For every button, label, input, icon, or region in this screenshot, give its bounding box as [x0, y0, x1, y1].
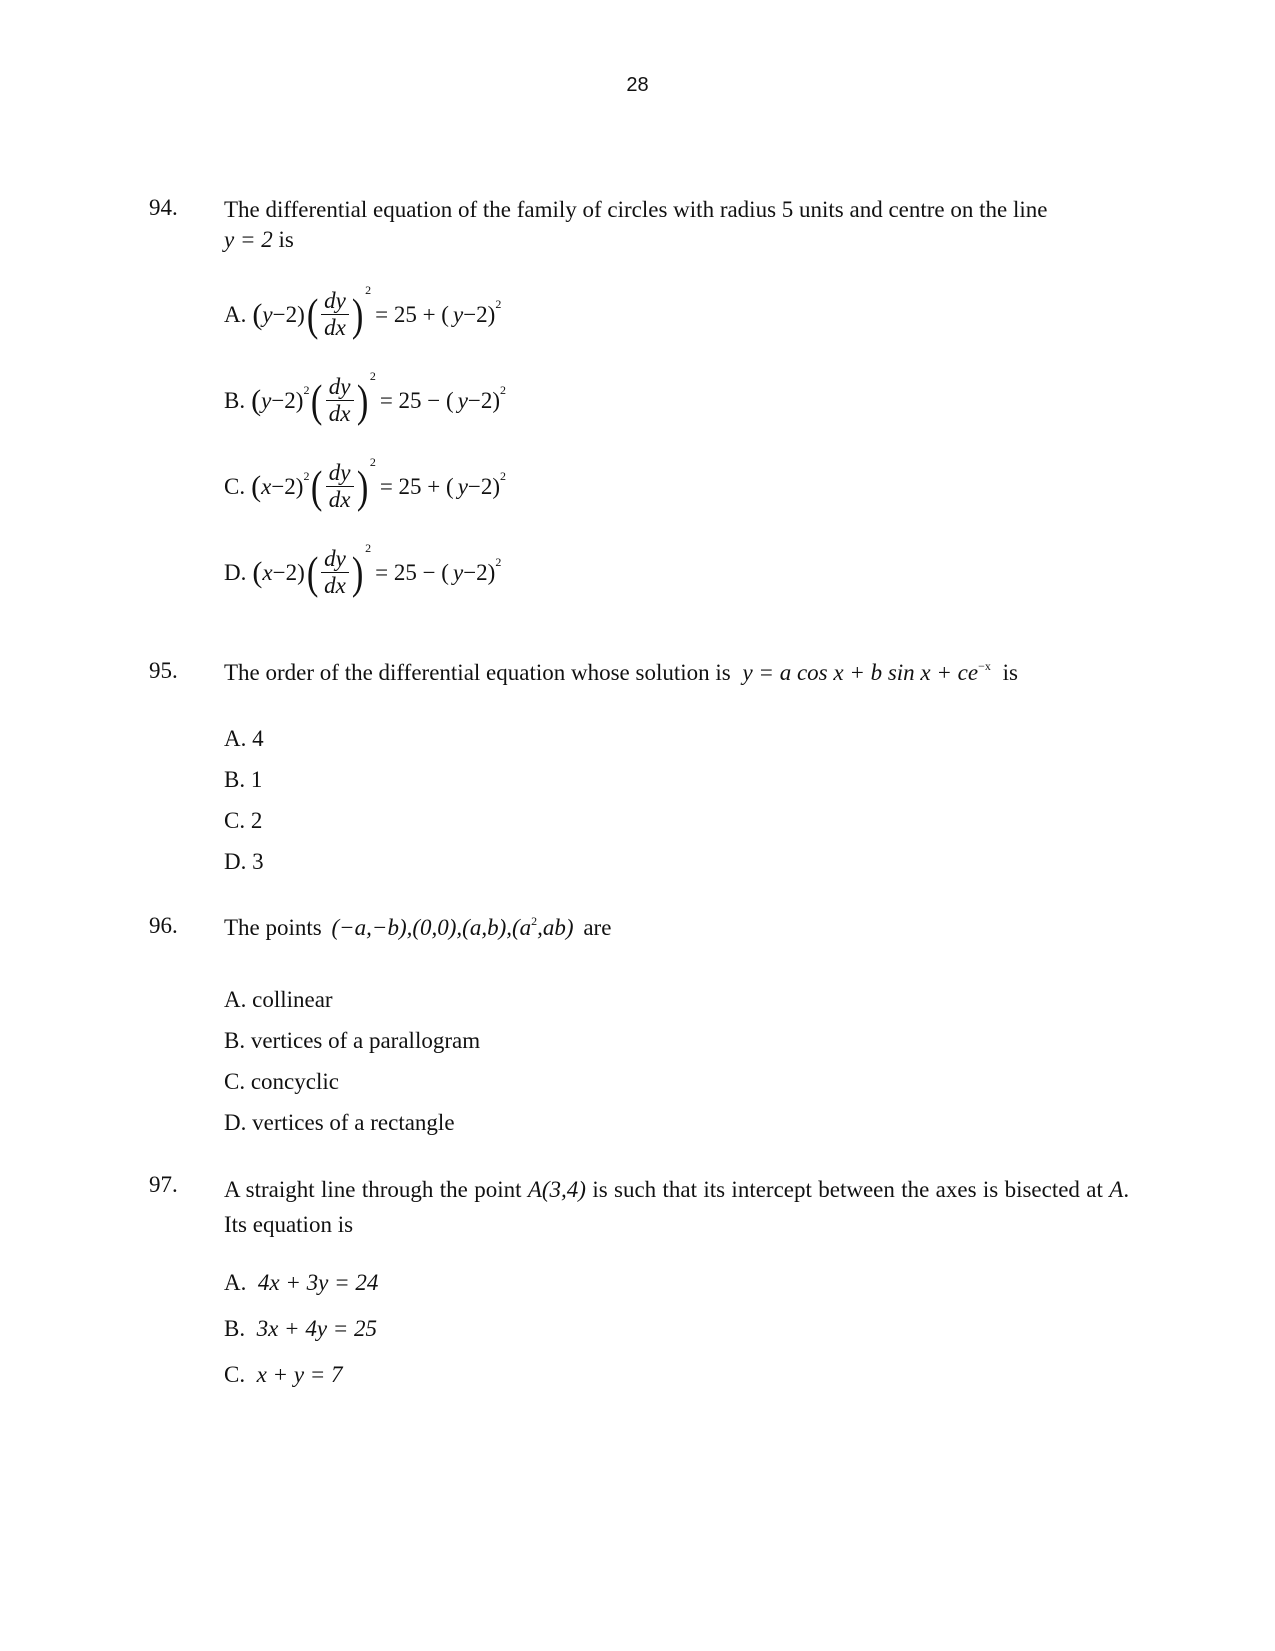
- variable: y: [457, 473, 468, 499]
- paren: (: [251, 469, 262, 503]
- option-value: concyclic: [250, 1069, 339, 1094]
- option-label: D.: [224, 559, 247, 585]
- question-text-tail: is: [1002, 660, 1018, 685]
- numerator: dy: [321, 547, 349, 573]
- paren: (: [252, 555, 263, 589]
- option-label: D.: [224, 1110, 247, 1135]
- exponent: 2: [303, 383, 310, 397]
- relation: = 25 + (: [379, 473, 454, 499]
- fraction: [321, 289, 349, 340]
- option-label: B.: [224, 767, 246, 792]
- option-label: C.: [224, 473, 246, 499]
- option-label: A.: [224, 301, 247, 327]
- question-96: [149, 913, 1129, 1143]
- exponent: 2: [500, 469, 507, 483]
- numerator: dy: [326, 375, 354, 401]
- paren: (: [252, 297, 263, 331]
- question-text: [224, 658, 1129, 691]
- option-value: collinear: [252, 987, 333, 1012]
- fraction: [321, 547, 349, 598]
- exponent: 2: [500, 383, 507, 397]
- big-paren: ): [351, 288, 364, 340]
- variable: y: [261, 387, 272, 413]
- variable: x: [262, 559, 273, 585]
- exponent: 2: [495, 555, 502, 569]
- variable: y: [262, 301, 273, 327]
- question-text: [224, 195, 1129, 255]
- option-b: [224, 369, 1129, 461]
- numerator: dy: [326, 461, 354, 487]
- option-d: [224, 541, 1129, 633]
- options-list: [224, 283, 1129, 633]
- question-94: [149, 195, 1129, 633]
- option-b: [224, 1306, 1129, 1352]
- option-label: B.: [224, 387, 246, 413]
- question-number: 97.: [149, 1172, 178, 1197]
- question-math: y = 2: [224, 227, 273, 252]
- option-a: [224, 718, 1129, 759]
- option-c: [224, 1352, 1129, 1398]
- option-d: [224, 841, 1129, 882]
- question-text-d: . Its equation is: [224, 1177, 1130, 1237]
- question-text-a: A straight line through the point: [224, 1177, 522, 1202]
- denominator: dx: [324, 573, 346, 598]
- option-value: 3: [252, 849, 264, 874]
- relation: = 25 + (: [375, 301, 449, 327]
- big-paren: (: [306, 546, 319, 598]
- numerator: dy: [321, 289, 349, 315]
- relation: = 25 − (: [379, 387, 454, 413]
- question-number: 96.: [149, 913, 178, 938]
- big-paren: (: [311, 374, 323, 426]
- option-label: C.: [224, 1069, 246, 1094]
- question-text-line1: The differential equation of the family of circles with radius 5 units and centre on the line: [224, 197, 1048, 222]
- option-value: vertices of a parallogram: [250, 1028, 481, 1053]
- option-label: A.: [224, 726, 247, 751]
- term: −2): [271, 474, 304, 499]
- option-c: [224, 455, 1129, 547]
- option-label: C.: [224, 808, 246, 833]
- options-list: [224, 979, 1129, 1143]
- question-math-tail: ,ab): [537, 915, 574, 940]
- question-text: [224, 913, 1129, 946]
- denominator: dx: [328, 487, 351, 512]
- options-list: [224, 1260, 1129, 1398]
- option-value: x + y = 7: [256, 1362, 343, 1387]
- option-label: A.: [224, 1270, 247, 1295]
- option-value: vertices of a rectangle: [252, 1110, 455, 1135]
- page-number: 28: [626, 74, 649, 96]
- option-c: [224, 800, 1129, 841]
- big-paren: ): [351, 546, 364, 598]
- option-label: B.: [224, 1028, 246, 1053]
- question-text-tail: is: [278, 227, 294, 252]
- question-text-tail: are: [583, 915, 612, 940]
- question-text-body: The order of the differential equation whose solution is: [224, 660, 731, 685]
- question-95: [149, 658, 1129, 882]
- option-label: B.: [224, 1316, 246, 1341]
- variable: x: [261, 473, 272, 499]
- question-97: [149, 1172, 1129, 1398]
- exponent: 2: [303, 469, 310, 483]
- exponent: 2: [369, 455, 376, 469]
- option-value: 4: [252, 726, 264, 751]
- option-value: 2: [250, 808, 263, 833]
- paren: (: [251, 383, 262, 417]
- term: −2): [467, 473, 501, 499]
- exponent: −x: [978, 659, 991, 673]
- question-text-body: The points: [224, 915, 322, 940]
- option-a: [224, 979, 1129, 1020]
- option-label: D.: [224, 849, 247, 874]
- question-number: 95.: [149, 658, 178, 683]
- option-d: [224, 1102, 1129, 1143]
- big-paren: (: [306, 288, 319, 340]
- exponent: 2: [531, 914, 538, 928]
- fraction: [326, 461, 354, 512]
- exponent: 2: [365, 283, 372, 297]
- question-math-a: A: [1109, 1177, 1124, 1202]
- option-value: 3x + 4y = 25: [256, 1316, 378, 1341]
- question-math: y = a cos x + b sin x + ce: [742, 660, 979, 685]
- exponent: 2: [495, 297, 502, 311]
- option-c: [224, 1061, 1129, 1102]
- big-paren: ): [356, 460, 368, 512]
- question-number: 94.: [149, 195, 178, 220]
- option-b: [224, 1020, 1129, 1061]
- question-text-c: bisected at: [1004, 1177, 1103, 1202]
- big-paren: (: [311, 460, 323, 512]
- option-b: [224, 759, 1129, 800]
- option-label: C.: [224, 1362, 246, 1387]
- variable: y: [452, 559, 464, 585]
- variable: y: [452, 301, 464, 327]
- variable: y: [457, 387, 468, 413]
- term: −2): [463, 301, 496, 327]
- denominator: dx: [328, 401, 351, 426]
- denominator: dx: [324, 315, 346, 340]
- question-text-b: is such that its intercept between the axes is: [592, 1177, 999, 1202]
- question-math-point: A(3,4): [527, 1177, 586, 1202]
- relation: = 25 − (: [375, 559, 449, 585]
- term: −2): [463, 559, 496, 585]
- option-value: 1: [250, 767, 263, 792]
- exponent: 2: [369, 369, 376, 383]
- term: −2): [272, 560, 305, 585]
- term: −2): [272, 302, 305, 327]
- question-math: (−a,−b),(0,0),(a,b),(a: [331, 915, 532, 940]
- option-a: [224, 1260, 1129, 1306]
- big-paren: ): [356, 374, 368, 426]
- term: −2): [271, 388, 304, 413]
- option-a: [224, 283, 1129, 375]
- exponent: 2: [365, 541, 372, 555]
- question-text: [224, 1172, 1129, 1242]
- term: −2): [467, 387, 501, 413]
- option-value: 4x + 3y = 24: [257, 1270, 379, 1295]
- fraction: [326, 375, 354, 426]
- option-label: A.: [224, 987, 247, 1012]
- options-list: [224, 718, 1129, 882]
